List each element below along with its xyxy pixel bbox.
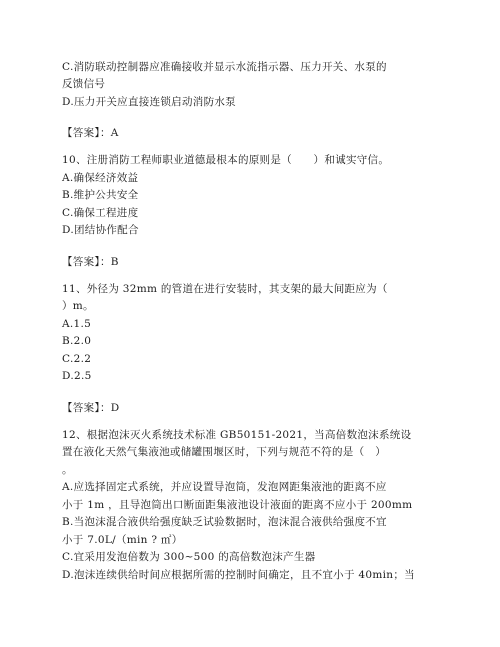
q12-option-c: C.宜采用发泡倍数为 300~500 的高倍数泡沫产生器: [62, 551, 316, 563]
q11-question-line2: ）m。: [62, 300, 94, 312]
q12-option-d-line1: D.泡沫连续供给时间应根据所需的控制时间确定，且不宜小于 40min；当: [62, 569, 415, 581]
q10-option-b: B.维护公共安全: [62, 189, 139, 201]
q10-option-a: A.确保经济效益: [62, 172, 139, 184]
q10-option-d: D.团结协作配合: [62, 224, 139, 236]
q11-question-line1: 11、外径为 32mm 的管道在进行安装时，其支架的最大间距应为（: [62, 283, 388, 295]
q12-option-b-line1: B.当泡沫混合液供给强度缺乏试验数据时，泡沫混合液供给强度不宜: [62, 516, 387, 528]
q9-option-c-line2: 反馈信号: [62, 78, 106, 90]
q11-answer: 【答案】：D: [62, 402, 120, 414]
q10-option-c: C.确保工程进度: [62, 207, 139, 219]
q11-option-d: D.2.5: [62, 370, 92, 382]
q9-option-c-line1: C.消防联动控制器应准确接收并显示水流指示器、压力开关、水泵的: [62, 61, 387, 73]
q12-question-line3: 。: [62, 464, 73, 476]
q12-option-b-line2: 小于 7.0L/（min ? ㎡）: [62, 534, 183, 546]
q12-question-line1: 12、根据泡沫灭火系统技术标准 GB50151-2021，当高倍数泡沫系统设: [62, 429, 412, 441]
q12-option-a-line2: 小于 1m ，且导泡筒出口断面距集液池设计液面的距离不应小于 200mm: [62, 499, 413, 511]
q10-answer: 【答案】：B: [62, 256, 119, 268]
q12-option-a-line1: A.应选择固定式系统，并应设置导泡筒，发泡网距集液池的距离不应: [62, 481, 387, 493]
q11-option-c: C.2.2: [62, 353, 92, 365]
q9-answer: 【答案】：A: [62, 127, 119, 139]
q9-option-d: D.压力开关应直接连锁启动消防水泵: [62, 96, 236, 108]
q12-question-line2: 置在液化天然气集液池或储罐围堰区时，下列与规范不符的是（ ）: [62, 446, 386, 458]
q10-question: 10、注册消防工程师职业道德最根本的原则是（ ）和诚实守信。: [62, 154, 390, 166]
q11-option-a: A.1.5: [62, 318, 92, 330]
q11-option-b: B.2.0: [62, 335, 92, 347]
